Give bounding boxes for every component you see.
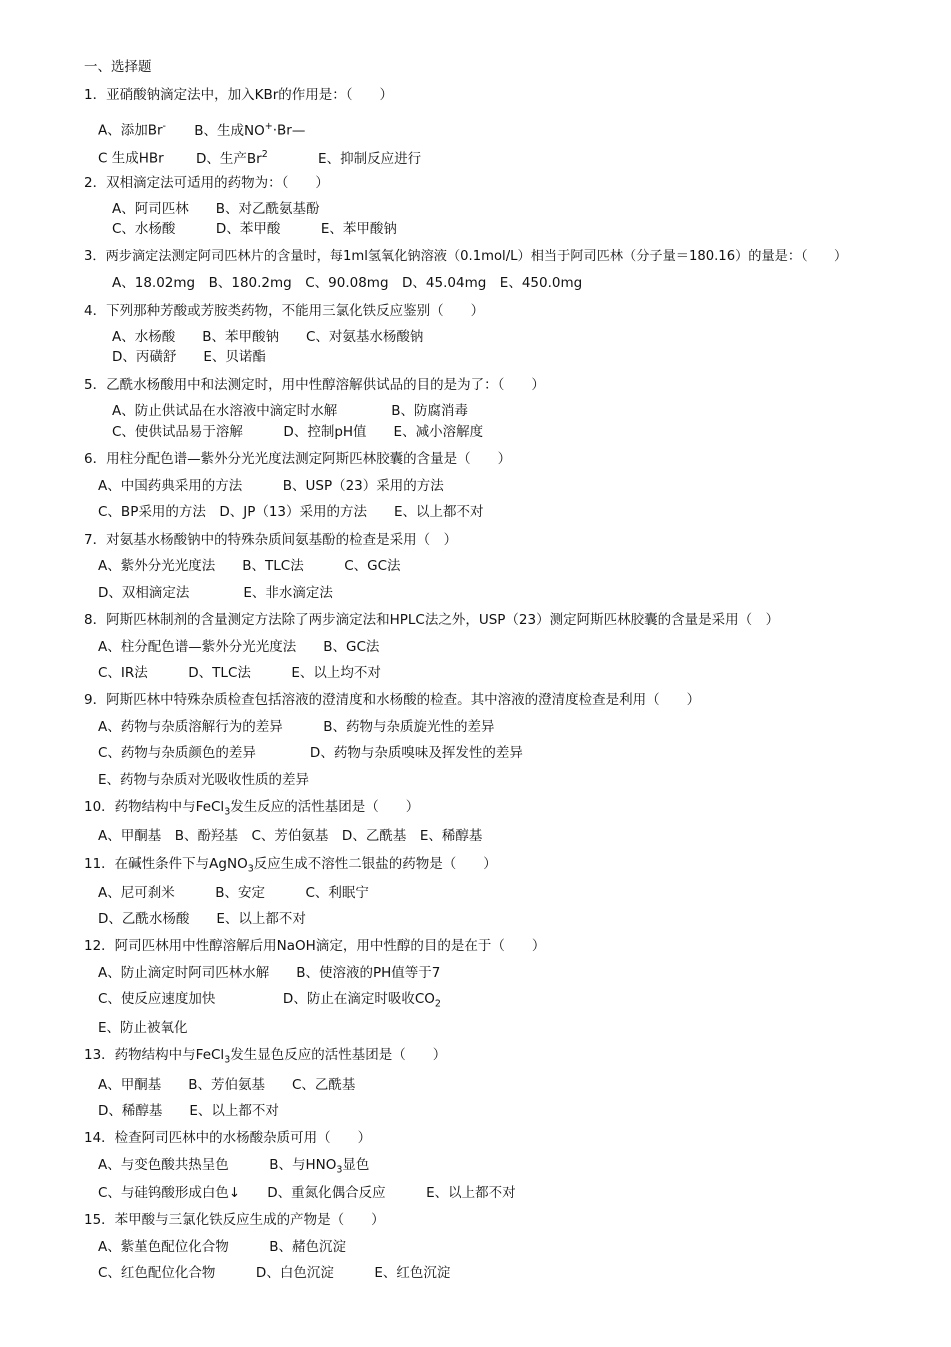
option-b-tail: ·Br— — [272, 122, 306, 139]
question-11-options-row-1: A、尼可刹米 B、安定 C、利眠宁 — [98, 885, 369, 901]
question-12-options-row-2-text: C、使反应速度加快 D、防止在滴定时吸收CO — [98, 991, 435, 1007]
question-15: 15．苯甲酸与三氯化铁反应生成的产物是（ ） — [84, 1212, 385, 1228]
question-2-options-row-2: C、水杨酸 D、苯甲酸 E、苯甲酸钠 — [112, 221, 397, 237]
question-13 — [84, 1046, 446, 1070]
question-12-options-row-1: A、防止滴定时阿司匹林水解 B、使溶液的PH值等于7 — [98, 965, 441, 981]
question-13-text-b: 发生显色反应的活性基团是（ ） — [230, 1047, 447, 1063]
question-14-options-row-1 — [98, 1156, 369, 1180]
question-4: 4．下列那种芳酸或芳胺类药物，不能用三氯化铁反应鉴别（ ） — [84, 303, 485, 319]
option-a: A、添加Br — [98, 122, 163, 139]
question-11-text-a: 11．在碱性条件下与AgNO — [84, 856, 248, 872]
option-d: D、生产Br — [195, 150, 262, 167]
question-9-options-row-2: C、药物与杂质颜色的差异 D、药物与杂质嗅味及挥发性的差异 — [98, 745, 523, 761]
question-1: 1．亚硝酸钠滴定法中，加入KBr的作用是：（ ） — [84, 87, 394, 103]
question-14-options-row-1-text-a: A、与变色酸共热呈色 B、与HNO — [98, 1157, 337, 1173]
question-10 — [84, 798, 419, 822]
question-2: 2．双相滴定法可适用的药物为：（ ） — [84, 175, 329, 191]
question-14-options-row-1-text-b: 显色 — [342, 1157, 370, 1173]
question-5: 5．乙酰水杨酸用中和法测定时，用中性醇溶解供试品的目的是为了：（ ） — [84, 377, 545, 393]
question-14-options-row-2: C、与硅钨酸形成白色↓ D、重氮化偶合反应 E、以上都不对 — [98, 1185, 516, 1201]
question-11-text-b: 反应生成不溶性二银盐的药物是（ ） — [253, 856, 497, 872]
question-8-options-row-1: A、柱分配色谱—紫外分光光度法 B、GC法 — [98, 639, 380, 655]
superscript: - — [162, 121, 166, 132]
question-13-options-row-1: A、甲酮基 B、芳伯氨基 C、乙酰基 — [98, 1077, 356, 1093]
question-8: 8．阿斯匹林制剂的含量测定方法除了两步滴定法和HPLC法之外，USP（23）测定阿斯匹林胶囊的含量是采用（ ） — [84, 612, 780, 628]
question-7: 7．对氨基水杨酸钠中的特殊杂质间氨基酚的检查是采用（ ） — [84, 532, 458, 548]
question-11-options-row-2: D、乙酰水杨酸 E、以上都不对 — [98, 911, 306, 927]
question-1-options-row-1 — [98, 118, 305, 140]
question-6-options-row-2: C、BP采用的方法 D、JP（13）采用的方法 E、以上都不对 — [98, 504, 484, 520]
question-12-options-row-3: E、防止被氧化 — [98, 1020, 188, 1036]
question-6: 6．用柱分配色谱—紫外分光光度法测定阿斯匹林胶囊的含量是（ ） — [84, 451, 512, 467]
option-c: C 生成HBr — [98, 150, 164, 167]
question-9: 9．阿斯匹林中特殊杂质检查包括溶液的澄清度和水杨酸的检查。其中溶液的澄清度检查是利用（ ） — [84, 692, 701, 708]
question-3: 3．两步滴定法测定阿司匹林片的含量时，每1ml氢氧化钠溶液（0.1mol/L）相当于阿司匹林（分子量＝180.16）的量是：（ ） — [84, 249, 848, 264]
superscript: + — [264, 121, 273, 132]
option-e: E、抑制反应进行 — [318, 150, 422, 167]
question-12: 12．阿司匹林用中性醇溶解后用NaOH滴定，用中性醇的目的是在于（ ） — [84, 938, 546, 954]
question-8-options-row-2: C、IR法 D、TLC法 E、以上均不对 — [98, 665, 381, 681]
question-4-options-row-2: D、丙磺舒 E、贝诺酯 — [112, 349, 266, 365]
subscript: 2 — [434, 998, 441, 1010]
subscript: 3 — [336, 1164, 343, 1176]
question-13-options-row-2: D、稀醇基 E、以上都不对 — [98, 1103, 279, 1119]
subscript: 3 — [224, 1054, 231, 1066]
superscript: 2 — [261, 149, 268, 160]
question-4-options-row-1: A、水杨酸 B、苯甲酸钠 C、对氨基水杨酸钠 — [112, 329, 424, 345]
question-10-text-b: 发生反应的活性基团是（ ） — [230, 799, 420, 815]
question-7-options-row-1: A、紫外分光光度法 B、TLC法 C、GC法 — [98, 558, 401, 574]
question-5-options-row-2: C、使供试品易于溶解 D、控制pH值 E、减小溶解度 — [112, 424, 484, 440]
question-10-text-a: 10．药物结构中与FeCl — [84, 799, 225, 815]
question-3-options-row-1: A、18.02mg B、180.2mg C、90.08mg D、45.04mg E、450.0mg — [112, 275, 583, 291]
question-13-text-a: 13．药物结构中与FeCl — [84, 1047, 225, 1063]
question-12-options-row-2 — [98, 990, 441, 1014]
question-10-options-row-1: A、甲酮基 B、酚羟基 C、芳伯氨基 D、乙酰基 E、稀醇基 — [98, 828, 483, 844]
question-6-options-row-1: A、中国药典采用的方法 B、USP（23）采用的方法 — [98, 478, 444, 494]
question-2-options-row-1: A、阿司匹林 B、对乙酰氨基酚 — [112, 201, 320, 217]
question-11 — [84, 855, 497, 879]
question-9-options-row-3: E、药物与杂质对光吸收性质的差异 — [98, 772, 310, 788]
option-b: B、生成NO — [194, 122, 265, 139]
question-1-options-row-2 — [98, 146, 421, 168]
question-7-options-row-2: D、双相滴定法 E、非水滴定法 — [98, 585, 333, 601]
question-9-options-row-1: A、药物与杂质溶解行为的差异 B、药物与杂质旋光性的差异 — [98, 719, 495, 735]
section-heading: 一、选择题 — [84, 59, 152, 75]
question-14: 14．检查阿司匹林中的水杨酸杂质可用（ ） — [84, 1130, 372, 1146]
question-15-options-row-1: A、紫堇色配位化合物 B、赭色沉淀 — [98, 1239, 346, 1255]
question-5-options-row-1: A、防止供试品在水溶液中滴定时水解 B、防腐消毒 — [112, 403, 468, 419]
subscript: 3 — [247, 863, 254, 875]
question-15-options-row-2: C、红色配位化合物 D、白色沉淀 E、红色沉淀 — [98, 1265, 451, 1281]
subscript: 3 — [224, 806, 231, 818]
